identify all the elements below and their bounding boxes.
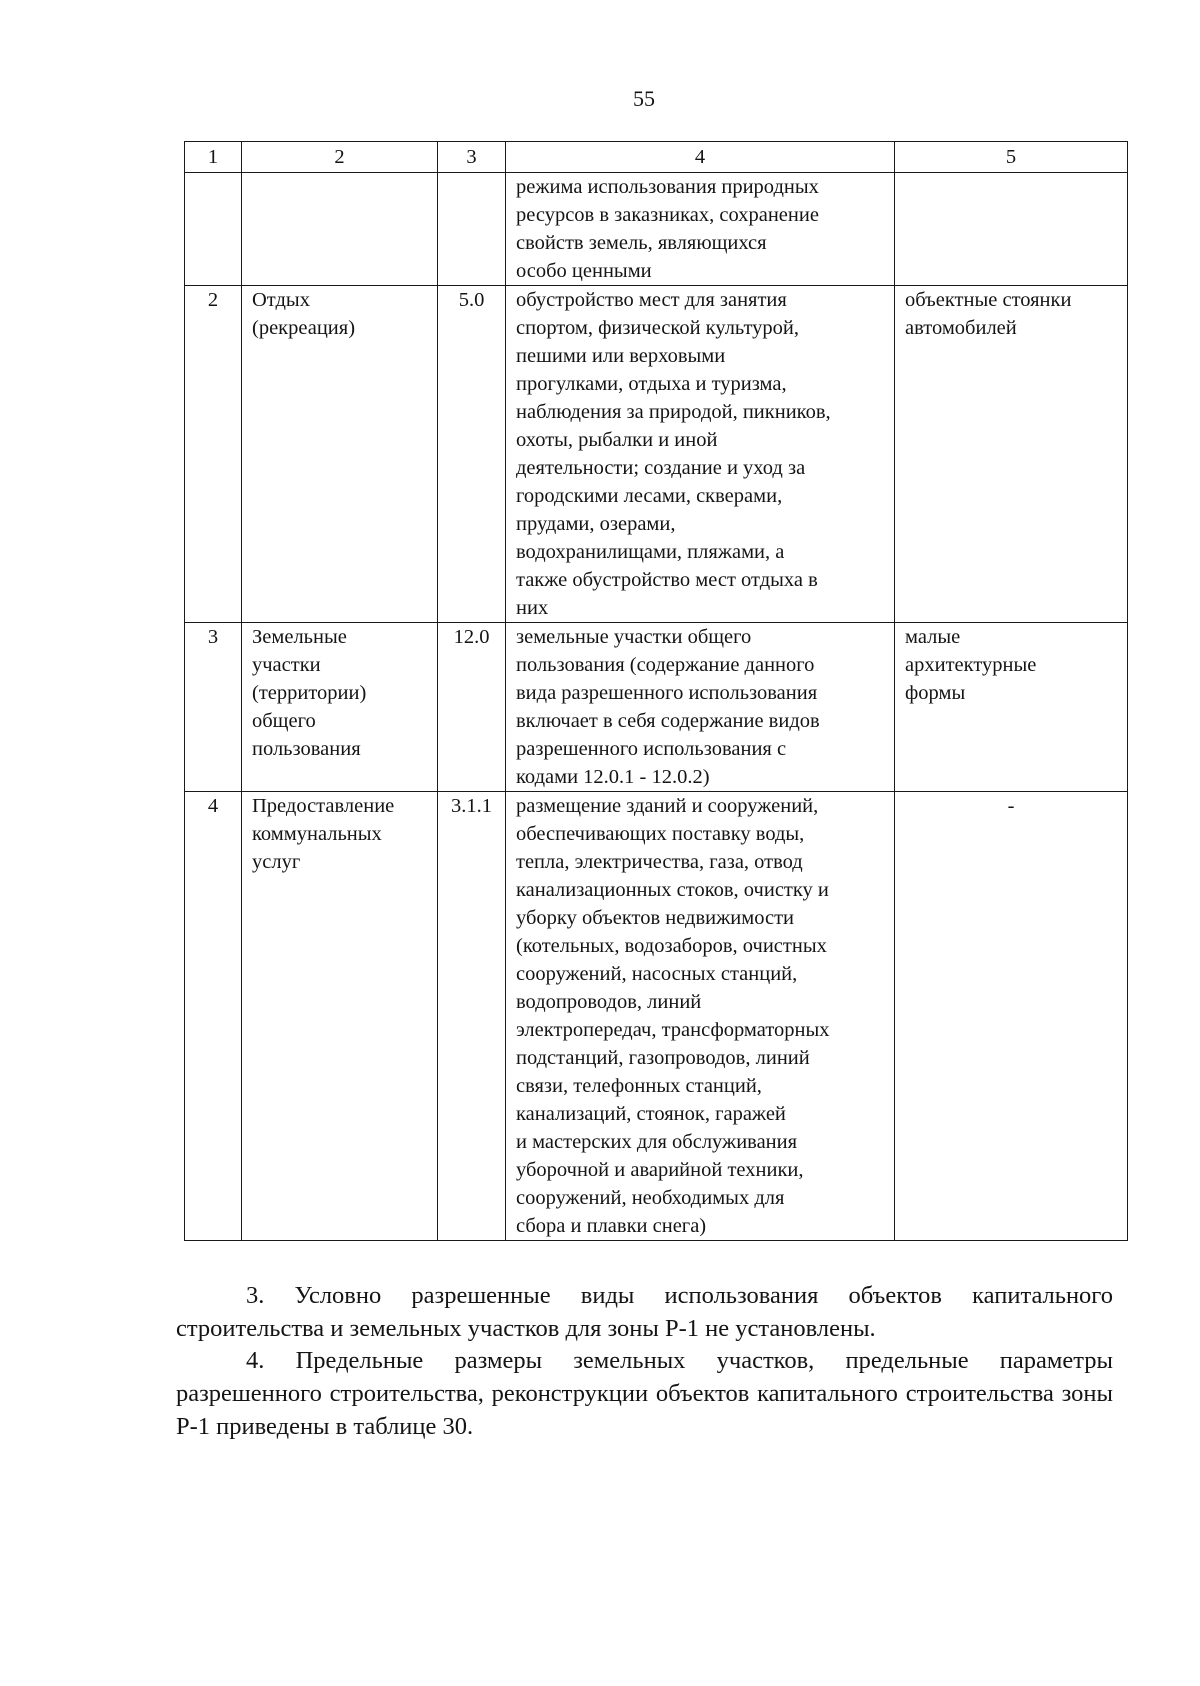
use-code: 3.1.1: [438, 792, 506, 1241]
use-name: Отдых (рекреация): [242, 286, 438, 623]
row-number: [185, 173, 242, 286]
header-cell: 2: [242, 142, 438, 173]
auxiliary-use: объектные стоянки автомобилей: [895, 286, 1128, 623]
page-number: 55: [633, 86, 655, 111]
header-cell: 1: [185, 142, 242, 173]
paragraph-conditional-uses: [176, 1279, 1113, 1345]
header-cell: 5: [895, 142, 1128, 173]
table-header-row: [185, 142, 1128, 173]
use-code: 12.0: [438, 623, 506, 792]
table-row: [185, 792, 1128, 1241]
table-row: [185, 286, 1128, 623]
auxiliary-use: малые архитектурные формы: [895, 623, 1128, 792]
header-cell: 4: [506, 142, 895, 173]
row-number: 2: [185, 286, 242, 623]
paragraph-text: 4. Предельные размеры земельных участков, предельные параметры разрешенного строительства, реконструкции объектов капитального строительства зоны Р-1 приведены в таблице 30.: [176, 1347, 1113, 1440]
use-code: 5.0: [438, 286, 506, 623]
row-number: 3: [185, 623, 242, 792]
use-name: Земельные участки (территории) общего пользования: [242, 623, 438, 792]
use-name: [242, 173, 438, 286]
use-description: обустройство мест для занятия спортом, физической культурой, пешими или верховыми прогулками, отдыха и туризма, наблюдения за природой, пикников, охоты, рыбалки и иной деятельности; создание и уход за городскими лесами, скверами, прудами, озерами, водохранилищами, пляжами, а также обустройство мест отдыха в них: [506, 286, 895, 623]
row-number: 4: [185, 792, 242, 1241]
table-row: [185, 173, 1128, 286]
paragraph-text: 3. Условно разрешенные виды использования объектов капитального строительства и земельных участков для зоны Р-1 не установлены.: [176, 1282, 1113, 1342]
permitted-use-table: [184, 141, 1128, 1241]
header-cell: 3: [438, 142, 506, 173]
auxiliary-use: [895, 173, 1128, 286]
use-description: земельные участки общего пользования (содержание данного вида разрешенного использования включает в себя содержание видов разрешенного использования с кодами 12.0.1 - 12.0.2): [506, 623, 895, 792]
use-code: [438, 173, 506, 286]
use-description: режима использования природных ресурсов в заказниках, сохранение свойств земель, являющихся особо ценными: [506, 173, 895, 286]
auxiliary-use: -: [895, 792, 1128, 1241]
use-description: размещение зданий и сооружений, обеспечивающих поставку воды, тепла, электричества, газа, отвод канализационных стоков, очистку и уборку объектов недвижимости (котельных, водозаборов, очистных сооружений, насосных станций, водопроводов, линий электропередач, трансформаторных подстанций, газопроводов, линий связи, телефонных станций, канализаций, стоянок, гаражей и мастерских для обслуживания уборочной и аварийной техники, сооружений, необходимых для сбора и плавки снега): [506, 792, 895, 1241]
table-row: [185, 623, 1128, 792]
use-name: Предоставление коммунальных услуг: [242, 792, 438, 1241]
paragraph-limit-sizes: [176, 1344, 1113, 1443]
